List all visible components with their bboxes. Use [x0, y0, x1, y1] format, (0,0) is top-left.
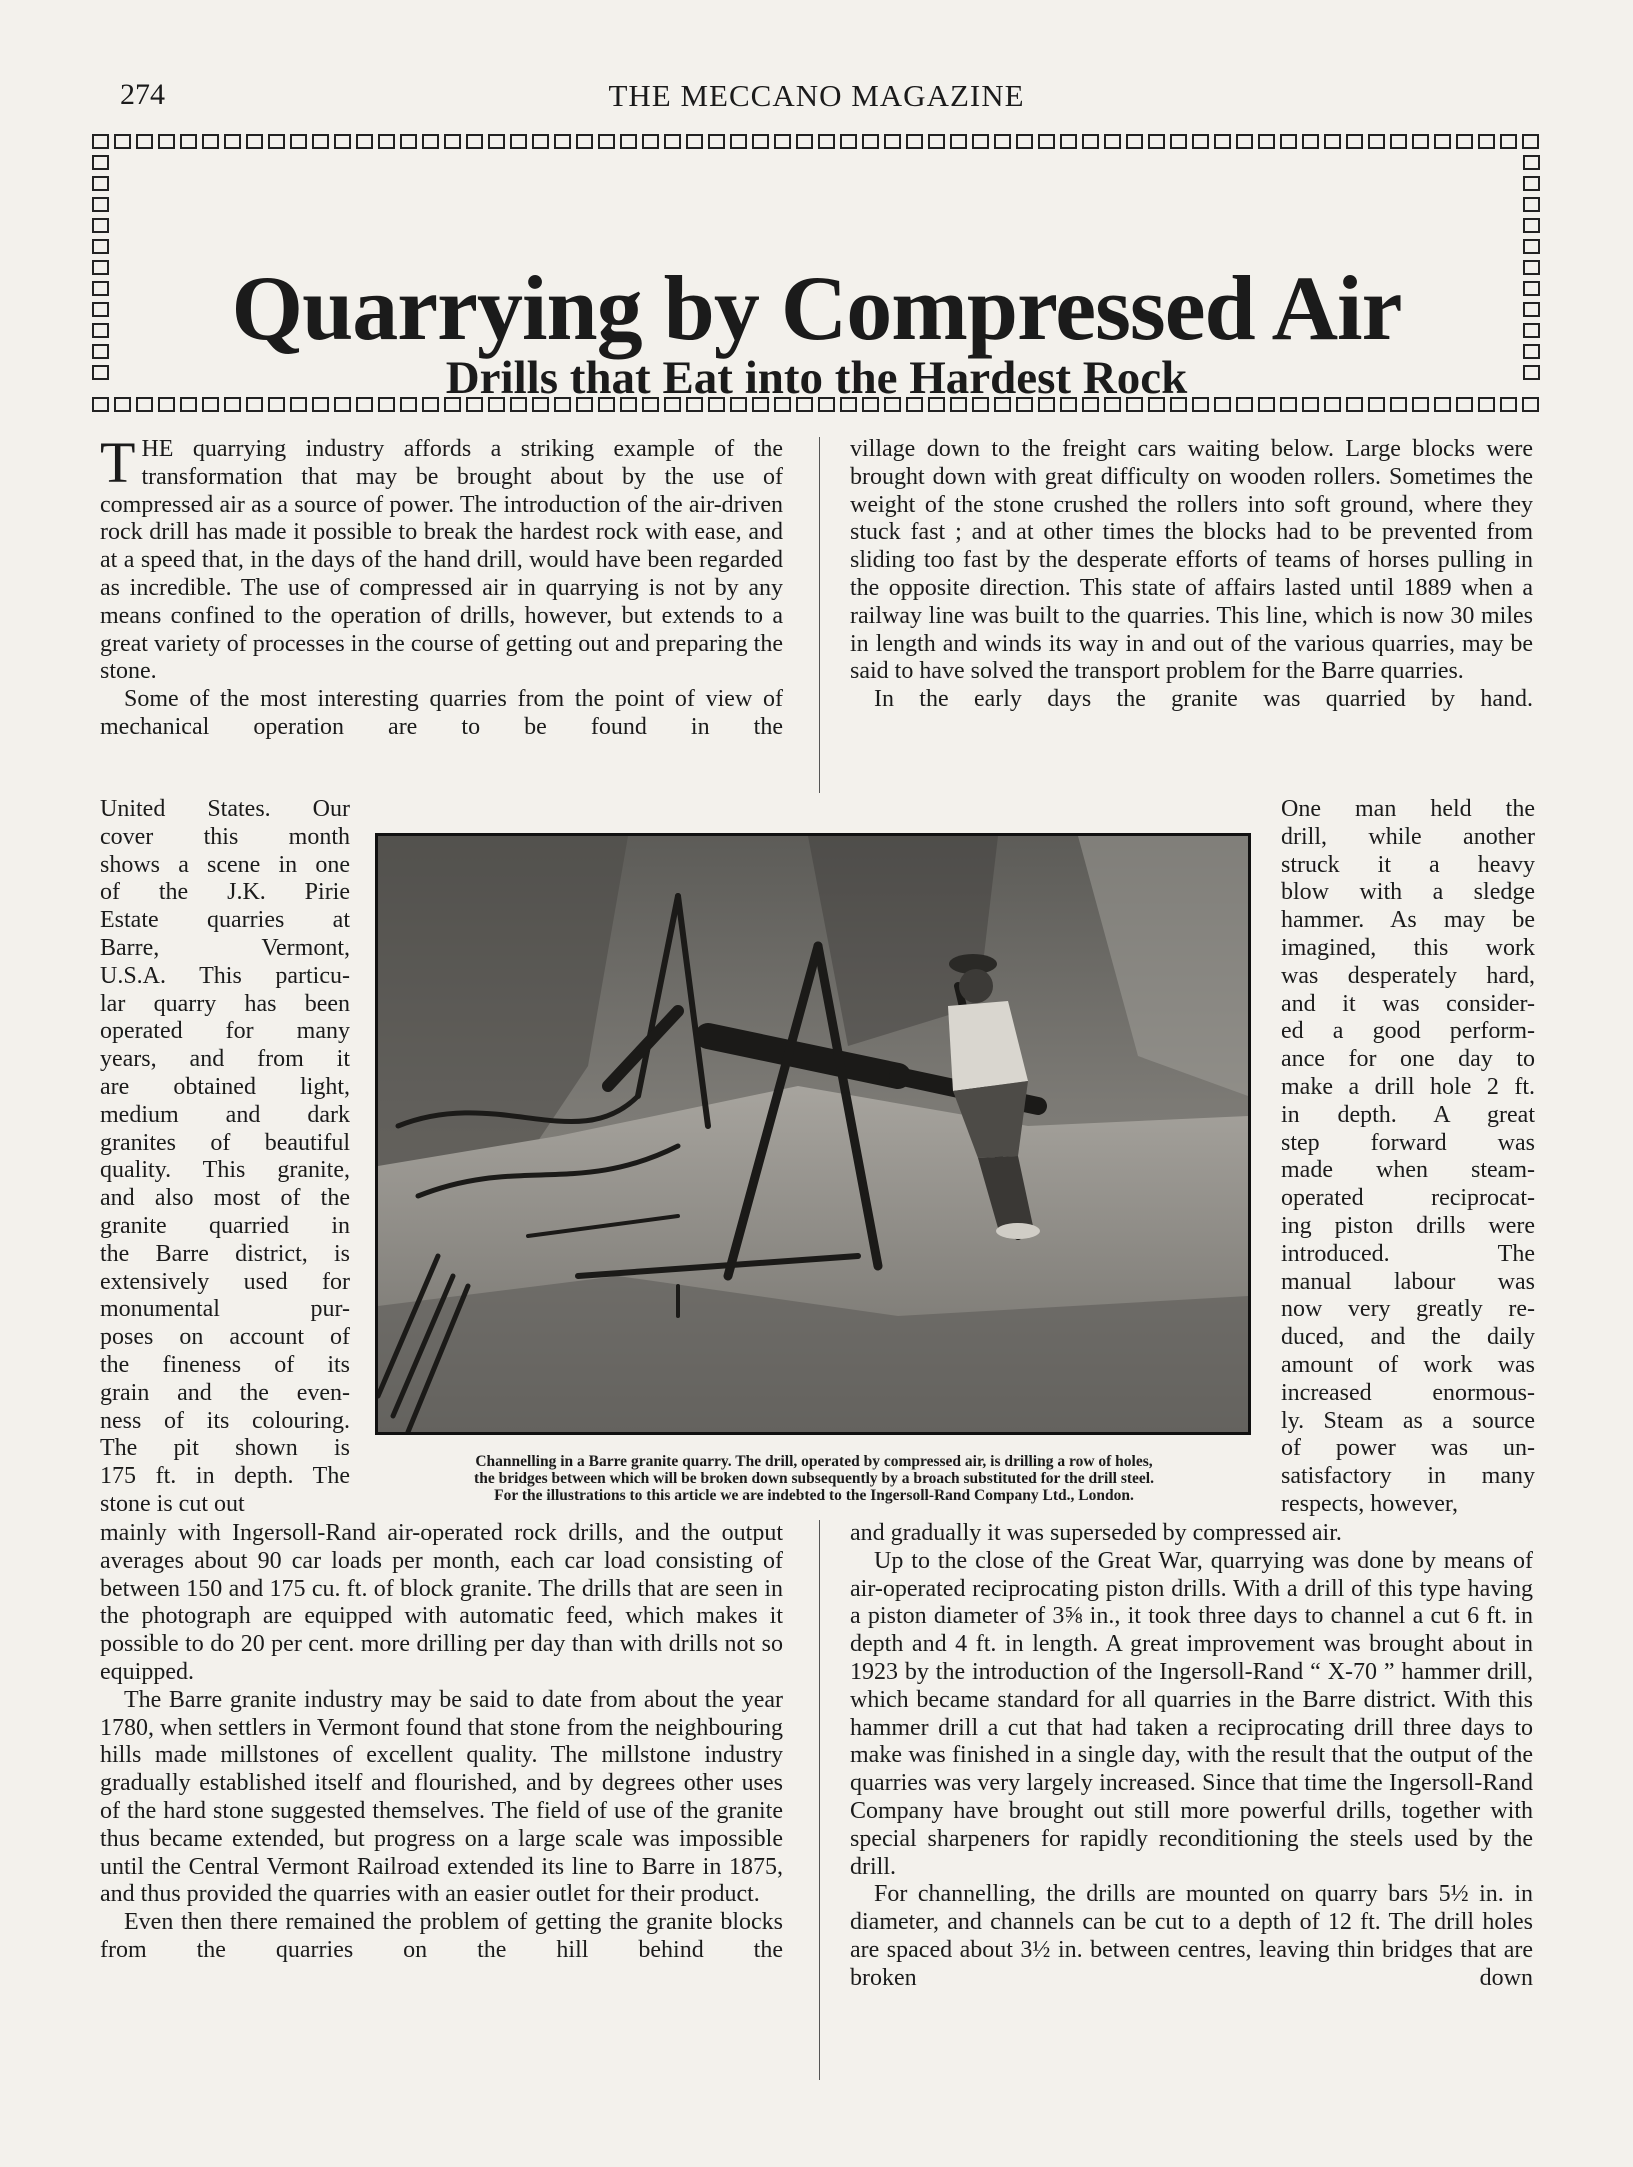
frame-square — [268, 134, 285, 149]
text-line: monumental pur- — [100, 1296, 350, 1323]
frame-square — [1346, 134, 1363, 149]
text-line: granite quarried in — [100, 1212, 350, 1239]
frame-square — [92, 260, 109, 275]
frame-square — [818, 134, 835, 149]
frame-square — [928, 134, 945, 149]
frame-square — [334, 134, 351, 149]
frame-square — [664, 134, 681, 149]
text-line: quality. This granite, — [100, 1157, 350, 1184]
frame-square — [1523, 281, 1540, 296]
frame-square — [1522, 397, 1539, 412]
text-line: duced, and the daily — [1281, 1324, 1535, 1351]
text-line: are obtained light, — [100, 1073, 350, 1100]
frame-square — [950, 134, 967, 149]
frame-square — [356, 134, 373, 149]
frame-square — [92, 281, 109, 296]
frame-square — [840, 134, 857, 149]
frame-square — [1523, 155, 1540, 170]
left-column-top — [100, 430, 783, 742]
right-narrow-column — [1281, 796, 1535, 1519]
frame-square — [1302, 134, 1319, 149]
quarry-photograph — [375, 833, 1251, 1435]
text-line: ness of its colouring. — [100, 1407, 350, 1434]
text-line: ance for one day to — [1281, 1046, 1535, 1073]
running-head — [0, 78, 1633, 118]
frame-square — [92, 323, 109, 338]
frame-square — [1523, 365, 1540, 380]
caption-line: the bridges between which will be broken down subsequently by a broach substituted for the drill steel. — [474, 1470, 1154, 1487]
text-line: manual labour was — [1281, 1268, 1535, 1295]
frame-square — [884, 134, 901, 149]
frame-square — [686, 134, 703, 149]
text-line: cover this month — [100, 823, 350, 850]
frame-square — [994, 134, 1011, 149]
text-line: The pit shown is — [100, 1435, 350, 1462]
column-rule — [819, 437, 820, 793]
frame-square — [972, 134, 989, 149]
frame-square — [1236, 134, 1253, 149]
paragraph: Up to the close of the Great War, quarrying was done by means of air-operated reciprocating piston drills. With a drill of this type having a piston diameter of 3⅝ in., it took three days to channel a cut 6 ft. in depth and 4 ft. in length. A great improvement was brought about in 1923 by the introduction of the Ingersoll-Rand “ X-70 ” hammer drill, which became standard for all quarries in the Barre district. With this hammer drill a cut that had taken a reciprocating drill three days to make was finished in a single day, with the result that the output of the quarries was very largely increased. Since that time the Ingersoll-Rand Company have brought out still more powerful drills, together with special sharpeners for rapidly reconditioning the steels used by the drill. — [850, 1547, 1533, 1880]
paragraph: and gradually it was superseded by compressed air. — [850, 1520, 1342, 1546]
frame-row — [92, 134, 1540, 149]
frame-square — [1016, 134, 1033, 149]
frame-square — [92, 176, 109, 191]
column-rule — [819, 1520, 820, 2080]
text-line: of the J.K. Pirie — [100, 879, 350, 906]
frame-square — [1434, 134, 1451, 149]
frame-square — [1170, 134, 1187, 149]
frame-column — [1523, 155, 1540, 380]
frame-square — [136, 134, 153, 149]
article-title: Quarrying by Compressed Air — [231, 256, 1402, 359]
paragraph: In the early days the granite was quarried by hand. — [874, 686, 1533, 713]
frame-square — [202, 134, 219, 149]
frame-square — [92, 365, 109, 380]
text-line: lar quarry has been — [100, 990, 350, 1017]
frame-square — [92, 397, 109, 412]
text-line: blow with a sledge — [1281, 879, 1535, 906]
text-line: step forward was — [1281, 1129, 1535, 1156]
text-line: extensively used for — [100, 1268, 350, 1295]
frame-square — [378, 134, 395, 149]
text-line: hammer. As may be — [1281, 907, 1535, 934]
frame-square — [92, 134, 109, 149]
text-line: One man held the — [1281, 796, 1535, 822]
text-line: operated reciprocat- — [1281, 1185, 1535, 1212]
quarry-drill-illustration — [378, 836, 1248, 1432]
drop-cap: T — [100, 430, 136, 495]
frame-square — [488, 134, 505, 149]
frame-square — [1523, 260, 1540, 275]
frame-square — [1324, 134, 1341, 149]
frame-square — [1456, 134, 1473, 149]
frame-square — [312, 134, 329, 149]
frame-square — [598, 134, 615, 149]
frame-square — [752, 134, 769, 149]
text-line: granites of beautiful — [100, 1129, 350, 1156]
frame-square — [796, 134, 813, 149]
frame-square — [1280, 134, 1297, 149]
frame-square — [1522, 134, 1539, 149]
frame-square — [1523, 197, 1540, 212]
text-line: Barre, Vermont, — [100, 934, 350, 961]
text-line: now very greatly re- — [1281, 1296, 1535, 1323]
frame-square — [92, 155, 109, 170]
frame-square — [620, 134, 637, 149]
text-line: ly. Steam as a source — [1281, 1407, 1535, 1434]
frame-square — [1500, 134, 1517, 149]
frame-square — [92, 218, 109, 233]
frame-square — [466, 134, 483, 149]
text-line: United States. Our — [100, 796, 350, 822]
frame-square — [1258, 134, 1275, 149]
paragraph: mainly with Ingersoll-Rand air-operated rock drills, and the output averages about 90 car loads per month, each car load consisting of between 150 and 175 cu. ft. of block granite. The drills that are seen in the photograph are equipped with automatic feed, which makes it possible to do 20 per cent. more drilling per day than with drills not so equipped. — [100, 1520, 783, 1685]
intro-paragraph: THE quarrying industry affords a striking example of the transformation that may be brought about by the use of compressed air as a source of power. The introduction of the air-driven rock drill has made it possible to break the hardest rock with ease, and at a speed that, in the days of the hand drill, would have been regarded as incredible. The use of compressed air in quarrying is not by any means confined to the operation of drills, however, but extends to a great variety of processes in the course of getting out and preparing the stone. — [100, 430, 783, 685]
frame-square — [1148, 134, 1165, 149]
text-line: ed a good perform- — [1281, 1018, 1535, 1045]
frame-square — [1104, 134, 1121, 149]
right-column-top — [850, 436, 1533, 714]
frame-square — [642, 134, 659, 149]
text-line: and also most of the — [100, 1185, 350, 1212]
frame-square — [576, 134, 593, 149]
text-line: and it was consider- — [1281, 990, 1535, 1017]
paragraph: The Barre granite industry may be said to date from about the year 1780, when settlers in Vermont found that stone from the neighbouring hills made millstones of excellent quality. The millstone industry gradually established itself and flourished, and by degrees other uses of the hard stone suggested themselves. The field of use of the granite thus became extended, but progress on a large scale was impossible until the Central Vermont Railroad extended its line to Barre in 1875, and thus provided the quarries with an easier outlet for their product. — [100, 1686, 783, 1908]
frame-square — [1192, 134, 1209, 149]
frame-square — [1082, 134, 1099, 149]
text-line: years, and from it — [100, 1046, 350, 1073]
frame-square — [1390, 134, 1407, 149]
caption-line: Channelling in a Barre granite quarry. The drill, operated by compressed air, is drilling a row of holes, — [475, 1453, 1153, 1470]
text-line: amount of work was — [1281, 1351, 1535, 1378]
frame-square — [1523, 323, 1540, 338]
frame-square — [92, 344, 109, 359]
frame-square — [1412, 134, 1429, 149]
frame-square — [114, 134, 131, 149]
frame-square — [92, 302, 109, 317]
text-line: struck it a heavy — [1281, 851, 1535, 878]
frame-square — [554, 134, 571, 149]
text-line: in depth. A great — [1281, 1101, 1535, 1128]
paragraph: village down to the freight cars waiting below. Large blocks were brought down with great difficulty on wooden rollers. Sometimes the weight of the stone crushed the rollers into soft ground, where they stuck fast ; and at other times the blocks had to be prevented from sliding too fast by the desperate efforts of teams of horses pulling in the opposite direction. This state of affairs lasted until 1889 when a railway line was built to the quarries. This line, which is now 30 miles in length and winds its way in and out of the various quarries, may be said to have solved the transport problem for the Barre quarries. — [850, 436, 1533, 685]
left-column-bottom — [100, 1520, 783, 1965]
frame-square — [92, 239, 109, 254]
frame-square — [290, 134, 307, 149]
text-line: U.S.A. This particu- — [100, 962, 350, 989]
frame-square — [444, 134, 461, 149]
frame-square — [1038, 134, 1055, 149]
frame-square — [1523, 176, 1540, 191]
frame-square — [1060, 134, 1077, 149]
photo-caption — [372, 1453, 1256, 1504]
text-line: grain and the even- — [100, 1379, 350, 1406]
paragraph: Some of the most interesting quarries from the point of view of mechanical operation are to be found in the — [100, 686, 783, 740]
frame-square — [1368, 134, 1385, 149]
text-line: imagined, this work — [1281, 934, 1535, 961]
frame-square — [1523, 344, 1540, 359]
frame-square — [1523, 302, 1540, 317]
frame-square — [708, 134, 725, 149]
text-line: the fineness of its — [100, 1351, 350, 1378]
left-narrow-column — [100, 796, 350, 1519]
right-column-bottom — [850, 1520, 1533, 1993]
text-line: Estate quarries at — [100, 907, 350, 934]
frame-square — [246, 134, 263, 149]
page-number: 274 — [120, 78, 165, 111]
paragraph: Even then there remained the problem of getting the granite blocks from the quarries on the hill behind the — [100, 1909, 783, 1963]
frame-square — [422, 134, 439, 149]
frame-square — [400, 134, 417, 149]
frame-square — [180, 134, 197, 149]
text-line: satisfactory in many — [1281, 1463, 1535, 1490]
frame-square — [1523, 218, 1540, 233]
magazine-title: THE MECCANO MAGAZINE — [608, 78, 1025, 113]
text-line: made when steam- — [1281, 1157, 1535, 1184]
caption-line: For the illustrations to this article we are indebted to the Ingersoll-Rand Company Ltd., London. — [494, 1487, 1134, 1504]
text-line: was desperately hard, — [1281, 962, 1535, 989]
text-line: medium and dark — [100, 1101, 350, 1128]
frame-square — [92, 197, 109, 212]
frame-square — [1523, 239, 1540, 254]
text-line: the Barre district, is — [100, 1240, 350, 1267]
text-line: operated for many — [100, 1018, 350, 1045]
text-line: ing piston drills were — [1281, 1212, 1535, 1239]
frame-square — [1214, 134, 1231, 149]
text-line: increased enormous- — [1281, 1379, 1535, 1406]
text-line: drill, while another — [1281, 823, 1535, 850]
text-line: shows a scene in one — [100, 851, 350, 878]
frame-square — [224, 134, 241, 149]
frame-square — [532, 134, 549, 149]
text-line: of power was un- — [1281, 1435, 1535, 1462]
frame-square — [730, 134, 747, 149]
text-line: 175 ft. in depth. The — [100, 1463, 350, 1490]
text-line: poses on account of — [100, 1324, 350, 1351]
frame-square — [862, 134, 879, 149]
frame-square — [1478, 134, 1495, 149]
frame-square — [1126, 134, 1143, 149]
frame-column — [92, 155, 109, 380]
text-line: stone is cut out — [100, 1490, 245, 1517]
text-line: make a drill hole 2 ft. — [1281, 1073, 1535, 1100]
article-subtitle: Drills that Eat into the Hardest Rock — [445, 352, 1188, 404]
text-line: respects, however, — [1281, 1490, 1458, 1517]
frame-square — [774, 134, 791, 149]
frame-square — [906, 134, 923, 149]
frame-square — [158, 134, 175, 149]
paragraph: For channelling, the drills are mounted on quarry bars 5½ in. in diameter, and channels can be cut to a depth of 12 ft. The drill holes are spaced about 3½ in. between centres, leaving thin bridges that are broken down — [850, 1881, 1533, 1991]
text-line: introduced. The — [1281, 1240, 1535, 1267]
frame-square — [510, 134, 527, 149]
